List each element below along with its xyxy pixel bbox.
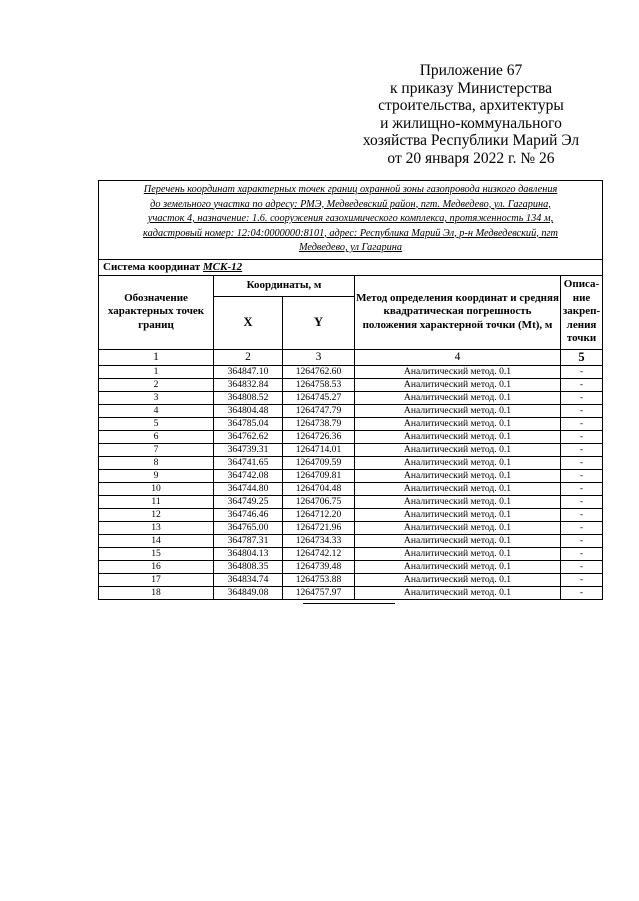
method-cell: Аналитический метод. 0.1 xyxy=(355,404,561,417)
x-coordinate-cell: 364749.25 xyxy=(214,495,283,508)
method-cell: Аналитический метод. 0.1 xyxy=(355,534,561,547)
col-y-header: Y xyxy=(283,296,355,349)
table-row xyxy=(99,456,603,469)
table-row xyxy=(99,508,603,521)
y-coordinate-cell: 1264738.79 xyxy=(283,417,355,430)
title-line: Перечень координат характерных точек границ охранной зоны газопровода низкого давления xyxy=(143,184,558,195)
y-coordinate-cell: 1264745.27 xyxy=(283,391,355,404)
header-line: хозяйства Республики Марий Эл xyxy=(362,132,580,149)
col-method-header: Метод определения координат и средняя квадратическая погрешность положения характерной точки (Mt), м xyxy=(355,275,561,349)
point-number-cell: 15 xyxy=(99,547,214,560)
column-number-row xyxy=(99,349,603,365)
y-coordinate-cell: 1264704.48 xyxy=(283,482,355,495)
description-cell: - xyxy=(561,404,603,417)
point-number-cell: 9 xyxy=(99,469,214,482)
table-row xyxy=(99,443,603,456)
coordinates-table-wrapper xyxy=(98,180,602,600)
table-row xyxy=(99,495,603,508)
table-row xyxy=(99,430,603,443)
y-coordinate-cell: 1264721.96 xyxy=(283,521,355,534)
x-coordinate-cell: 364762.62 xyxy=(214,430,283,443)
table-row xyxy=(99,365,603,378)
x-coordinate-cell: 364746.46 xyxy=(214,508,283,521)
title-line: до земельного участка по адресу: РМЭ, Медведевский район, пгт. Медведево, ул. Гагарина, xyxy=(150,198,551,210)
y-coordinate-cell: 1264734.33 xyxy=(283,534,355,547)
description-cell: - xyxy=(561,482,603,495)
col-designation-header: Обозначение характерных точек границ xyxy=(99,275,214,349)
point-number-cell: 1 xyxy=(99,365,214,378)
table-row xyxy=(99,547,603,560)
method-cell: Аналитический метод. 0.1 xyxy=(355,469,561,482)
y-coordinate-cell: 1264726.36 xyxy=(283,430,355,443)
description-cell: - xyxy=(561,456,603,469)
point-number-cell: 17 xyxy=(99,573,214,586)
x-coordinate-cell: 364785.04 xyxy=(214,417,283,430)
point-number-cell: 18 xyxy=(99,586,214,599)
description-cell: - xyxy=(561,534,603,547)
description-cell: - xyxy=(561,547,603,560)
y-coordinate-cell: 1264762.60 xyxy=(283,365,355,378)
footer-divider xyxy=(303,603,395,604)
table-title xyxy=(99,181,603,260)
column-number: 4 xyxy=(355,349,561,365)
coordinate-system xyxy=(99,259,603,275)
header-line: строительства, архитектуры xyxy=(378,97,564,114)
header-line: и жилищно-коммунального xyxy=(380,114,562,132)
x-coordinate-cell: 364739.31 xyxy=(214,443,283,456)
header-line: от 20 января 2022 г. № 26 xyxy=(387,149,555,167)
title-line: Медведево, ул Гагарина xyxy=(298,242,403,253)
method-cell: Аналитический метод. 0.1 xyxy=(355,365,561,378)
point-number-cell: 2 xyxy=(99,378,214,391)
y-coordinate-cell: 1264714.01 xyxy=(283,443,355,456)
y-coordinate-cell: 1264706.75 xyxy=(283,495,355,508)
method-cell: Аналитический метод. 0.1 xyxy=(355,495,561,508)
point-number-cell: 8 xyxy=(99,456,214,469)
point-number-cell: 5 xyxy=(99,417,214,430)
point-number-cell: 12 xyxy=(99,508,214,521)
header-line: Приложение 67 xyxy=(419,62,523,79)
point-number-cell: 7 xyxy=(99,443,214,456)
y-coordinate-cell: 1264739.48 xyxy=(283,560,355,573)
table-row xyxy=(99,521,603,534)
table-row xyxy=(99,378,603,391)
table-row xyxy=(99,469,603,482)
description-cell: - xyxy=(561,378,603,391)
point-number-cell: 10 xyxy=(99,482,214,495)
description-cell: - xyxy=(561,430,603,443)
coordinate-system-value: МСК-12 xyxy=(202,261,243,273)
method-cell: Аналитический метод. 0.1 xyxy=(355,482,561,495)
description-cell: - xyxy=(561,495,603,508)
description-cell: - xyxy=(561,391,603,404)
table-row xyxy=(99,391,603,404)
col-description-header: Описа-ние закреп-ления точки xyxy=(561,275,603,349)
description-cell: - xyxy=(561,521,603,534)
method-cell: Аналитический метод. 0.1 xyxy=(355,521,561,534)
x-coordinate-cell: 364804.48 xyxy=(214,404,283,417)
description-cell: - xyxy=(561,573,603,586)
column-number: 1 xyxy=(99,349,214,365)
method-cell: Аналитический метод. 0.1 xyxy=(355,378,561,391)
y-coordinate-cell: 1264742.12 xyxy=(283,547,355,560)
point-number-cell: 4 xyxy=(99,404,214,417)
x-coordinate-cell: 364765.00 xyxy=(214,521,283,534)
y-coordinate-cell: 1264709.59 xyxy=(283,456,355,469)
title-line: участок 4, назначение: 1.6. сооружения газохимического комплекса, протяженность 134 м, xyxy=(147,213,554,224)
table-row xyxy=(99,586,603,599)
header-line: к приказу Министерства xyxy=(390,79,552,97)
point-number-cell: 6 xyxy=(99,430,214,443)
title-line: кадастровый номер: 12:04:0000000:8101, адрес: Республика Марий Эл, р-н Медведевский, пгт xyxy=(143,227,558,239)
description-cell: - xyxy=(561,508,603,521)
x-coordinate-cell: 364742.08 xyxy=(214,469,283,482)
method-cell: Аналитический метод. 0.1 xyxy=(355,391,561,404)
table-row xyxy=(99,534,603,547)
description-cell: - xyxy=(561,469,603,482)
y-coordinate-cell: 1264753.88 xyxy=(283,573,355,586)
order-header xyxy=(351,62,591,167)
description-cell: - xyxy=(561,365,603,378)
col-x-header: X xyxy=(214,296,283,349)
table-row xyxy=(99,560,603,573)
x-coordinate-cell: 364849.08 xyxy=(214,586,283,599)
x-coordinate-cell: 364744.80 xyxy=(214,482,283,495)
method-cell: Аналитический метод. 0.1 xyxy=(355,508,561,521)
table-row xyxy=(99,482,603,495)
point-number-cell: 13 xyxy=(99,521,214,534)
method-cell: Аналитический метод. 0.1 xyxy=(355,586,561,599)
x-coordinate-cell: 364834.74 xyxy=(214,573,283,586)
method-cell: Аналитический метод. 0.1 xyxy=(355,430,561,443)
x-coordinate-cell: 364808.35 xyxy=(214,560,283,573)
table-body xyxy=(99,365,603,599)
description-cell: - xyxy=(561,443,603,456)
y-coordinate-cell: 1264712.20 xyxy=(283,508,355,521)
x-coordinate-cell: 364804.13 xyxy=(214,547,283,560)
y-coordinate-cell: 1264757.97 xyxy=(283,586,355,599)
y-coordinate-cell: 1264758.53 xyxy=(283,378,355,391)
x-coordinate-cell: 364832.84 xyxy=(214,378,283,391)
table-row xyxy=(99,417,603,430)
point-number-cell: 11 xyxy=(99,495,214,508)
coordinate-system-label: Система координат xyxy=(103,261,201,273)
y-coordinate-cell: 1264747.79 xyxy=(283,404,355,417)
x-coordinate-cell: 364741.65 xyxy=(214,456,283,469)
x-coordinate-cell: 364787.31 xyxy=(214,534,283,547)
column-number: 2 xyxy=(214,349,283,365)
y-coordinate-cell: 1264709.81 xyxy=(283,469,355,482)
description-cell: - xyxy=(561,417,603,430)
method-cell: Аналитический метод. 0.1 xyxy=(355,547,561,560)
table-row xyxy=(99,573,603,586)
point-number-cell: 16 xyxy=(99,560,214,573)
column-number: 5 xyxy=(561,349,603,365)
column-number: 3 xyxy=(283,349,355,365)
description-cell: - xyxy=(561,560,603,573)
method-cell: Аналитический метод. 0.1 xyxy=(355,417,561,430)
method-cell: Аналитический метод. 0.1 xyxy=(355,573,561,586)
x-coordinate-cell: 364847.10 xyxy=(214,365,283,378)
method-cell: Аналитический метод. 0.1 xyxy=(355,456,561,469)
description-cell: - xyxy=(561,586,603,599)
point-number-cell: 3 xyxy=(99,391,214,404)
point-number-cell: 14 xyxy=(99,534,214,547)
x-coordinate-cell: 364808.52 xyxy=(214,391,283,404)
coordinates-table xyxy=(98,180,603,600)
method-cell: Аналитический метод. 0.1 xyxy=(355,443,561,456)
col-coords-header: Координаты, м xyxy=(214,275,355,296)
table-row xyxy=(99,404,603,417)
method-cell: Аналитический метод. 0.1 xyxy=(355,560,561,573)
